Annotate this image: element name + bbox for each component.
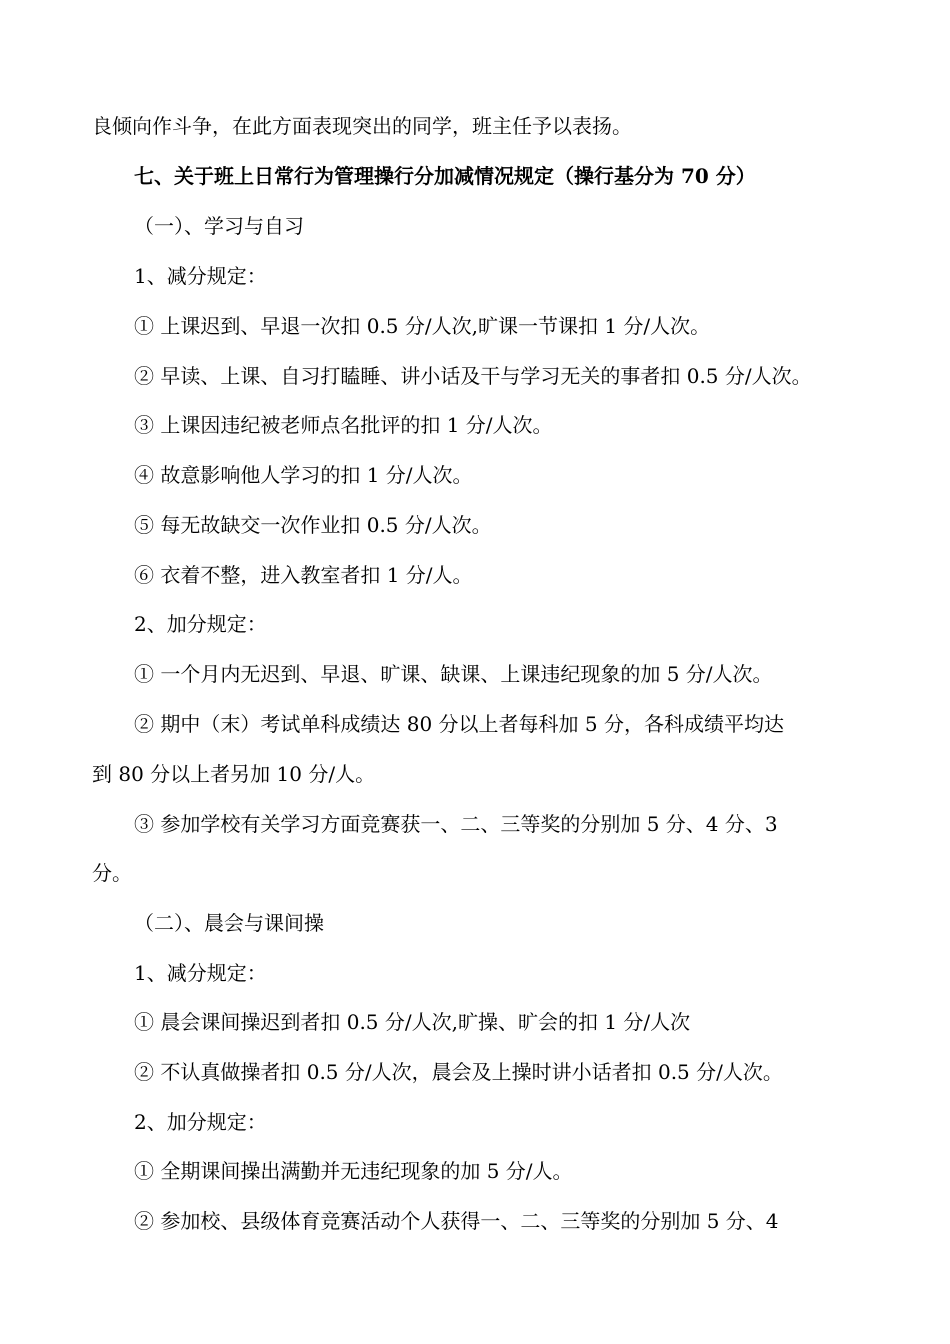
list-item: ② 期中（末）考试单科成绩达 80 分以上者每科加 5 分，各科成绩平均达 xyxy=(134,712,784,736)
subsection-heading: （二）、晨会与课间操 xyxy=(134,911,324,935)
list-heading: 1、减分规定： xyxy=(134,264,267,288)
list-item-continuation: 到 80 分以上者另加 10 分/人。 xyxy=(92,762,376,786)
list-item: ③ 上课因违纪被老师点名批评的扣 1 分/人次。 xyxy=(134,413,553,437)
paragraph-continuation: 良倾向作斗争，在此方面表现突出的同学，班主任予以表扬。 xyxy=(92,114,632,138)
list-item: ① 上课迟到、早退一次扣 0.5 分/人次,旷课一节课扣 1 分/人次。 xyxy=(134,314,711,338)
list-item: ④ 故意影响他人学习的扣 1 分/人次。 xyxy=(134,463,473,487)
list-item: ② 不认真做操者扣 0.5 分/人次，晨会及上操时讲小话者扣 0.5 分/人次。 xyxy=(134,1060,783,1084)
section-heading: 七、关于班上日常行为管理操行分加减情况规定（操行基分为 70 分） xyxy=(134,164,756,188)
list-item: ① 一个月内无迟到、早退、旷课、缺课、上课违纪现象的加 5 分/人次。 xyxy=(134,662,773,686)
list-item: ① 全期课间操出满勤并无违纪现象的加 5 分/人。 xyxy=(134,1159,573,1183)
subsection-heading: （一）、学习与自习 xyxy=(134,214,304,238)
list-item: ① 晨会课间操迟到者扣 0.5 分/人次,旷操、旷会的扣 1 分/人次 xyxy=(134,1010,691,1034)
list-item: ② 参加校、县级体育竞赛活动个人获得一、二、三等奖的分别加 5 分、4 xyxy=(134,1209,779,1233)
list-item: ⑥ 衣着不整，进入教室者扣 1 分/人。 xyxy=(134,563,473,587)
list-item: ⑤ 每无故缺交一次作业扣 0.5 分/人次。 xyxy=(134,513,492,537)
list-item: ② 早读、上课、自习打瞌睡、讲小话及干与学习无关的事者扣 0.5 分/人次。 xyxy=(134,364,812,388)
list-heading: 2、加分规定： xyxy=(134,1110,267,1134)
list-heading: 2、加分规定： xyxy=(134,612,267,636)
list-item-continuation: 分。 xyxy=(92,861,132,885)
list-heading: 1、减分规定： xyxy=(134,961,267,985)
list-item: ③ 参加学校有关学习方面竞赛获一、二、三等奖的分别加 5 分、4 分、3 xyxy=(134,812,778,836)
